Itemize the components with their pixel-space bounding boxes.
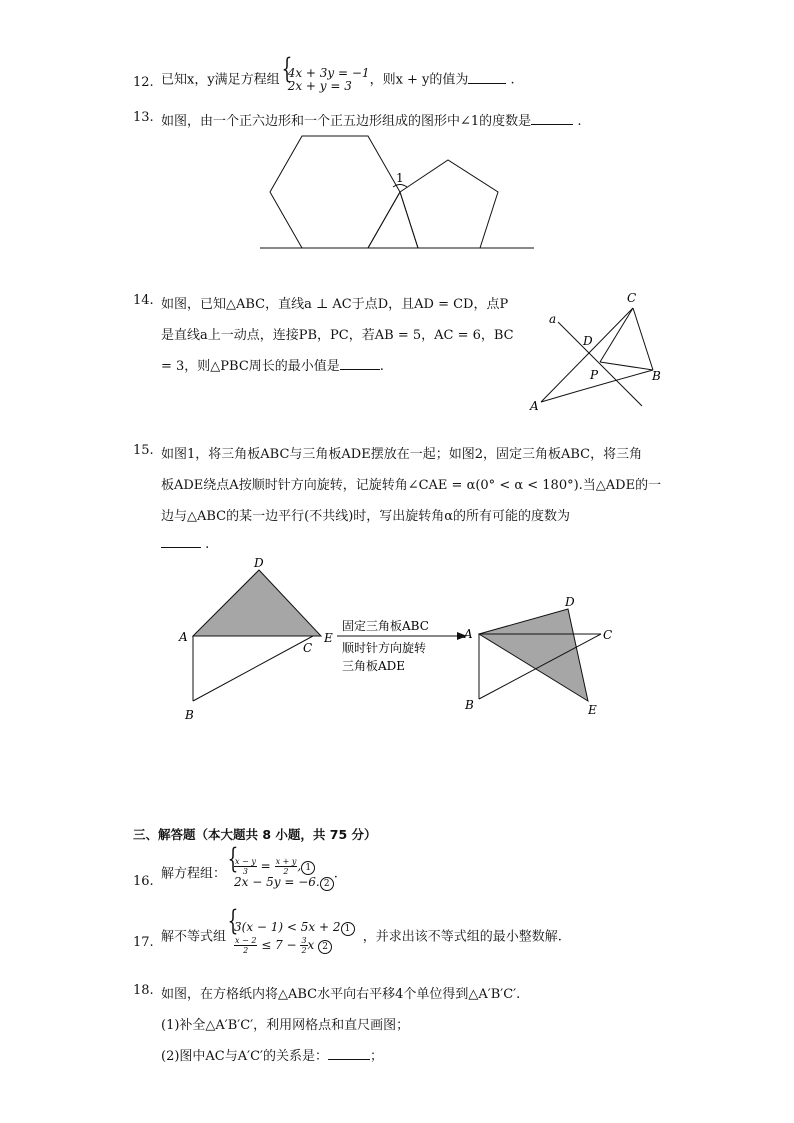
q14-label-D: D <box>583 334 593 348</box>
q16-text <box>161 857 338 891</box>
q15-line3: 边与△ABC的某一边平行(不共线)时，写出旋转角α的所有可能的度数为 <box>161 509 571 524</box>
q13-text <box>161 110 581 129</box>
q12-end: . <box>510 72 515 88</box>
q14-line3-text: = 3，则△PBC周长的最小值是 <box>161 359 340 374</box>
q15-number: 15. <box>133 443 154 458</box>
q13-end: . <box>577 114 582 129</box>
q14-line2: 是直线a上一动点，连接PB，PC，若AB = 5，AC = 6，BC <box>161 328 514 343</box>
q12-number: 12. <box>133 75 154 90</box>
q15-arrow-top-label: 固定三角板ABC <box>342 619 429 633</box>
q17-ineq1: { 3(x − 1) < 5x + 2 1 <box>234 919 355 936</box>
q13-number: 13. <box>133 110 154 125</box>
q17-f-num: x − 2 <box>235 936 257 945</box>
q17-ineq2 <box>234 936 355 955</box>
q18-number: 18. <box>133 983 154 998</box>
q15-end: . <box>205 537 210 552</box>
q16-f1-den: 3 <box>242 867 248 876</box>
q14-figure-triangle <box>525 288 675 418</box>
q13-figure-hexagon-pentagon <box>250 130 550 255</box>
q15-fig1-label-D: D <box>254 556 264 570</box>
q16-eq1: { $\frac{x - y}{3}$ = $\frac{x + y}{2}$ , 1 <box>234 857 334 876</box>
q17-ineq2-end: x <box>307 938 315 952</box>
q14-label-P: P <box>590 368 599 382</box>
q14-label-B: B <box>652 369 661 383</box>
q18-line1: 如图，在方格纸内将△ABC水平向右平移4个单位得到△A′B′C′. <box>161 987 521 1002</box>
q17-mark-1: 1 <box>341 922 355 936</box>
q17-prefix: 解不等式组 <box>161 929 227 945</box>
q15-line2: 板ADE绕点A按顺时针方向旋转，记旋转角∠CAE = α(0° < α < 180°).当△ADE的一 <box>161 478 662 493</box>
q16-f1-num: { x − y <box>235 857 256 866</box>
q15-answer-blank[interactable] <box>161 547 201 548</box>
q17-f2-den: 2 <box>301 946 307 955</box>
q16-eq2: 2x − 5y = −6. 2 <box>234 876 334 891</box>
q15-fig1-label-A: A <box>179 630 188 644</box>
q15-fig2-triangle-ADE <box>479 609 588 701</box>
q15-figures <box>175 553 635 728</box>
q12-suffix: ，则x + y的值为 <box>369 72 469 88</box>
q15-fig2-label-B: B <box>465 698 474 712</box>
q14-end: . <box>379 359 384 374</box>
q15-line1: 如图1，将三角板ABC与三角板ADE摆放在一起；如图2，固定三角板ABC，将三角 <box>161 447 643 462</box>
q18-part2-end: ； <box>370 1049 384 1064</box>
q16-mark-2: 2 <box>320 877 334 891</box>
q14-label-a: a <box>549 312 557 326</box>
q17-mark-2: 2 <box>318 940 332 954</box>
q14-label-A: A <box>530 399 539 413</box>
q12-answer-blank[interactable] <box>468 83 506 84</box>
q15-fig1-label-C: C <box>303 641 313 655</box>
q13-pentagon-side <box>400 192 418 248</box>
q15-fig1-segment-BC <box>193 636 313 701</box>
q17-f2-num: 3 <box>301 936 307 945</box>
q12-text <box>161 67 515 93</box>
q16-end: . <box>333 866 338 882</box>
q16-mark-1: 1 <box>301 861 315 875</box>
q14-segment-BC <box>633 308 653 370</box>
q14-line3 <box>161 355 384 374</box>
q14-number: 14. <box>133 293 154 308</box>
q17-f-den: 2 <box>243 946 249 955</box>
q13-pentagon <box>400 160 498 248</box>
q18-part2 <box>161 1045 383 1064</box>
q15-fig2-label-E: E <box>588 703 597 717</box>
q13-answer-blank[interactable] <box>531 124 573 125</box>
q13-question: 如图，由一个正六边形和一个正五边形组成的图形中∠1的度数是 <box>161 114 532 129</box>
q17-ineq2-mid: ≤ 7 − <box>261 938 297 952</box>
q13-hexagon <box>270 136 400 248</box>
q18-part2-text: (2)图中AC与A′C′的关系是： <box>161 1049 328 1064</box>
q17-number: 17. <box>133 935 154 950</box>
q17-suffix: ，并求出该不等式组的最小整数解. <box>362 929 562 945</box>
q16-f2-den: 2 <box>283 867 289 876</box>
q12-equation-system <box>280 67 370 93</box>
q15-fig1-label-B: B <box>185 708 194 722</box>
q18-answer-blank[interactable] <box>328 1059 370 1060</box>
q15-fig1-label-E: E <box>324 631 333 645</box>
q14-line1: 如图，已知△ABC，直线a ⊥ AC于点D，且AD = CD，点P <box>161 297 509 312</box>
q16-prefix: 解方程组： <box>161 866 227 882</box>
q12-prefix: 已知x，y满足方程组 <box>161 72 280 88</box>
q15-arrow-bottom-label-1: 顺时针方向旋转 <box>342 641 427 655</box>
q17-text <box>161 919 562 955</box>
q14-answer-blank[interactable] <box>340 369 380 370</box>
q15-arrow-bottom-label-2: 三角板ADE <box>342 659 406 673</box>
q16-number: 16. <box>133 874 154 889</box>
q15-fig2-label-C: C <box>603 628 613 642</box>
q16-f2-num: x + y <box>275 857 297 866</box>
q14-segment-PB <box>600 362 653 370</box>
q15-fig1-triangle-ADE <box>193 570 321 636</box>
q12-eq2: 2x + y = 3 <box>287 79 352 93</box>
q13-hexagon-side <box>368 192 400 248</box>
q18-part1: (1)补全△A′B′C′，利用网格点和直尺画图； <box>161 1018 410 1033</box>
q14-segment-PC <box>600 308 633 362</box>
q15-line4 <box>161 537 209 552</box>
q13-angle-label: 1 <box>396 171 404 185</box>
q16-equation-system <box>226 857 334 891</box>
q15-fig2-label-D: D <box>565 595 575 609</box>
q15-fig2-label-A: A <box>464 627 473 641</box>
q16-eq-mid: = <box>260 859 271 873</box>
q12-eq1: { 4x + 3y = −1 <box>287 66 370 80</box>
q14-label-C: C <box>627 291 637 305</box>
section-3-title: 三、解答题（本大题共 8 小题，共 75 分） <box>133 827 377 842</box>
q17-inequality-system <box>226 919 355 955</box>
